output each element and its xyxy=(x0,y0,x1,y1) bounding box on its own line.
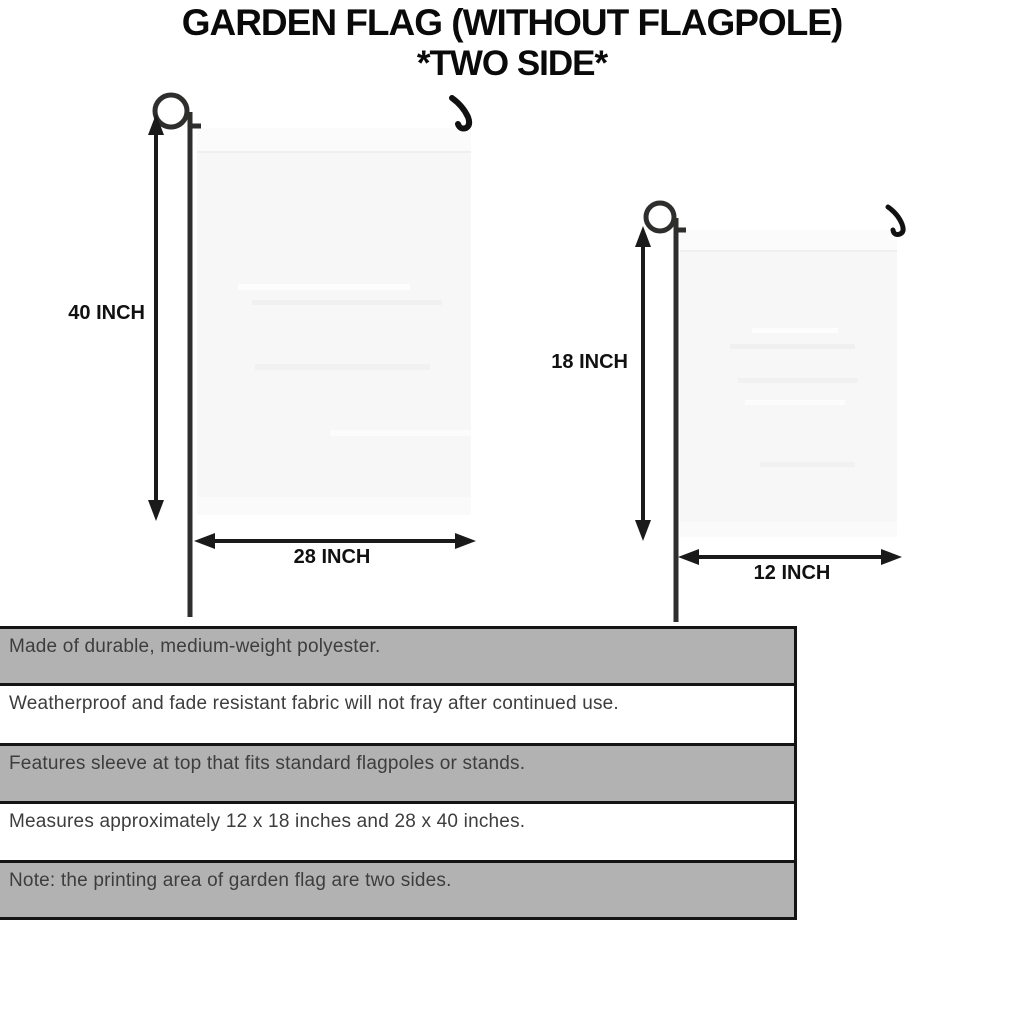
large-height-arrow xyxy=(148,114,164,521)
feature-row-sleeve: Features sleeve at top that fits standard flagpoles or stands. xyxy=(0,743,794,801)
feature-row-weatherproof: Weatherproof and fade resistant fabric will not fray after continued use. xyxy=(0,683,794,743)
flagpole-loop-icon xyxy=(646,203,674,231)
feature-row-measurements: Measures approximately 12 x 18 inches and 28 x 40 inches. xyxy=(0,801,794,860)
large-flag-width-label: 28 INCH xyxy=(293,546,371,568)
small-flag-width-label: 12 INCH xyxy=(753,562,831,584)
large-flag xyxy=(197,128,472,515)
flagpole-loop-icon xyxy=(155,95,187,127)
large-flag-height-label: 40 INCH xyxy=(68,302,145,324)
large-flagpole xyxy=(155,95,201,617)
feature-row-material: Made of durable, medium-weight polyester. xyxy=(0,626,794,683)
title-line-1: GARDEN FLAG (WITHOUT FLAGPOLE) xyxy=(181,2,843,43)
small-flag-height-label: 18 INCH xyxy=(551,351,628,373)
feature-table xyxy=(0,626,797,920)
small-flag xyxy=(680,230,897,537)
title-line-2: *TWO SIDE* xyxy=(416,44,608,83)
feature-row-note: Note: the printing area of garden flag are two sides. xyxy=(0,860,794,920)
page-title xyxy=(0,2,1024,84)
flag-hook-icon xyxy=(452,98,469,129)
small-height-arrow xyxy=(635,226,651,541)
